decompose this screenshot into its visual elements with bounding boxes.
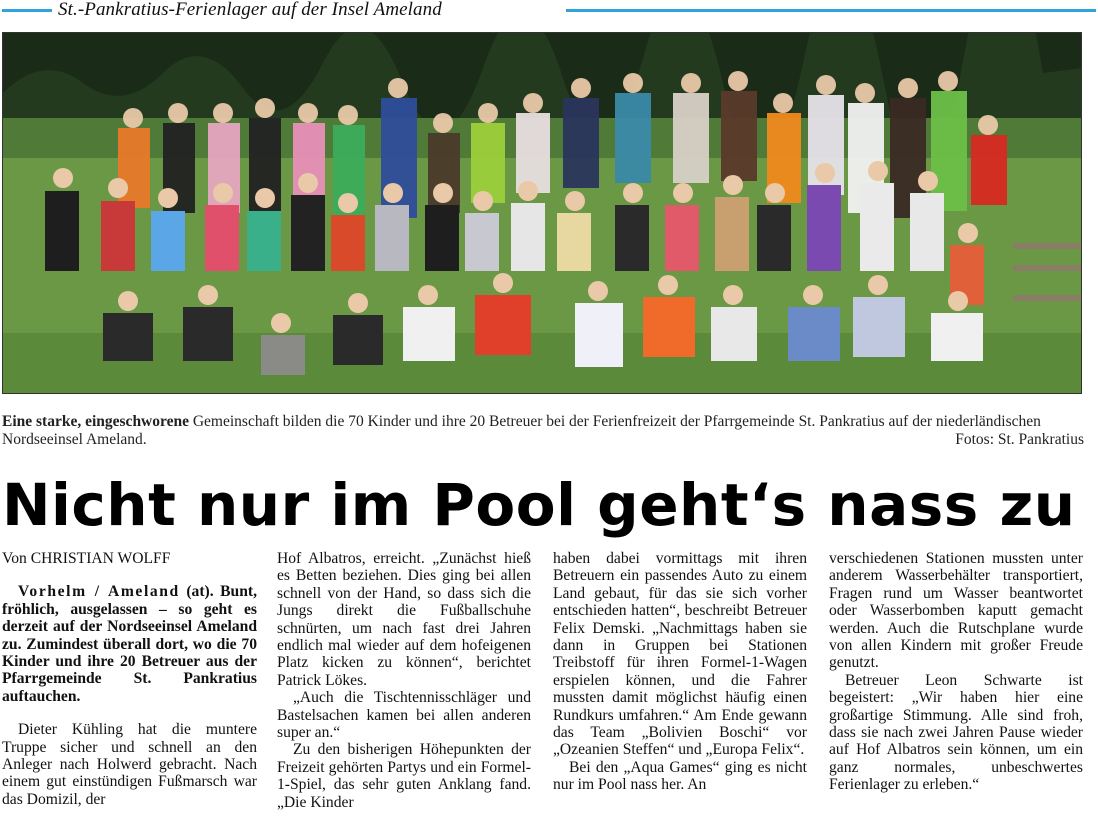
group-photo-illustration	[3, 33, 1082, 394]
headline: Nicht nur im Pool geht‘s nass zu	[2, 471, 1076, 539]
kicker-rule-right	[566, 9, 1096, 12]
article-intro	[2, 583, 257, 705]
photo-caption	[2, 413, 1084, 449]
paragraph-2: „Auch die Tischtennisschläger und Bastelsachen kamen bei allen anderen super an.“	[277, 689, 531, 742]
paragraph-1-end: Hof Albatros, erreicht. „Zunächst hieß es Betten beziehen. Dies ging bei allen schnell von der Hand, so dass sich die Jungs direkt die Fußballschuhe schnürten, um nach fast drei Jahren endlich mal wieder auf dem hofeigenen Platz kicken zu können“, berichtet Patrick Lökes.	[277, 550, 531, 689]
paragraph-3-start: Zu den bisherigen Höhepunkten der Freizeit gehörten Partys und ein Formel-1-Spiel, das sehr guten Anklang fand. „Die Kinder	[277, 741, 531, 811]
photo-credit: Fotos: St. Pankratius	[955, 431, 1084, 448]
paragraph-1-start: Dieter Kühling hat die muntere Truppe sicher und schnell an den Anleger nach Holwerd gebracht. Nach einem gut einstündigen Fußmarsch war das Domizil, der	[2, 721, 257, 808]
section-kicker-row	[0, 0, 1098, 20]
paragraph-4-start: Bei den „Aqua Games“ ging es nicht nur im Pool nass her. An	[553, 758, 807, 794]
article-column-1	[2, 550, 257, 808]
caption-lead: Eine starke, eingeschworene	[2, 413, 189, 430]
paragraph-4-end: verschiedenen Stationen mussten unter anderem Wasserbehälter transportiert, Fragen rund um Wasser beantwortet oder Wasserbomben kaputt gemacht werden. Auch die Rutschplane wurde von allen Kindern mit großer Freude genutzt.	[829, 550, 1083, 672]
section-kicker: St.-Pankratius-Ferienlager auf der Insel Ameland	[58, 0, 442, 20]
paragraph-5: Betreuer Leon Schwarte ist begeistert: „Wir haben hier eine großartige Stimmung. Alle sind froh, dass sie nach zwei Jahren Pause wieder auf Hof Albatros sein können, um ein ganz normales, unbeschwertes Ferienlager zu erleben.“	[829, 671, 1083, 794]
intro-text: Bunt, fröhlich, ausgelassen – so geht es derzeit auf der Nordseeinsel Ameland zu. Zumindest überall dort, wo die 70 Kinder und ihre 20 Betreuer aus der Pfarrgemeinde St. Pankratius auftauchen.	[2, 583, 257, 705]
kicker-rule-left	[2, 9, 52, 12]
group-photo	[2, 32, 1082, 394]
caption-text: Gemeinschaft bilden die 70 Kinder und ihre 20 Betreuer bei der Ferienfreizeit der Pfarrgemeinde St. Pankratius auf der niederländischen Nordseeinsel Ameland.	[2, 413, 1041, 448]
article-column-4	[829, 550, 1083, 794]
dateline: Vorhelm / Ameland	[18, 583, 180, 601]
dateline-tag: (at).	[179, 583, 214, 601]
article-column-2	[277, 550, 531, 811]
article-column-3	[553, 550, 807, 794]
byline: Von CHRISTIAN WOLFF	[2, 550, 171, 567]
paragraph-3-end: haben dabei vormittags mit ihren Betreuern ein passendes Auto zu einem Land gebaut, für das sie sich vorher entschieden hatten“, beschreibt Betreuer Felix Demski. „Nachmittags haben sie dann in Gruppen bei Stationen Treibstoff für ihren Formel-1-Wagen erspielen können, und die Fahrer mussten damit möglichst häufig einen Rundkurs umfahren.“ Am Ende gewann das Team „Bolivien Boschi“ vor „Ozeanien Steffen“ und „Europa Felix“.	[553, 550, 807, 759]
